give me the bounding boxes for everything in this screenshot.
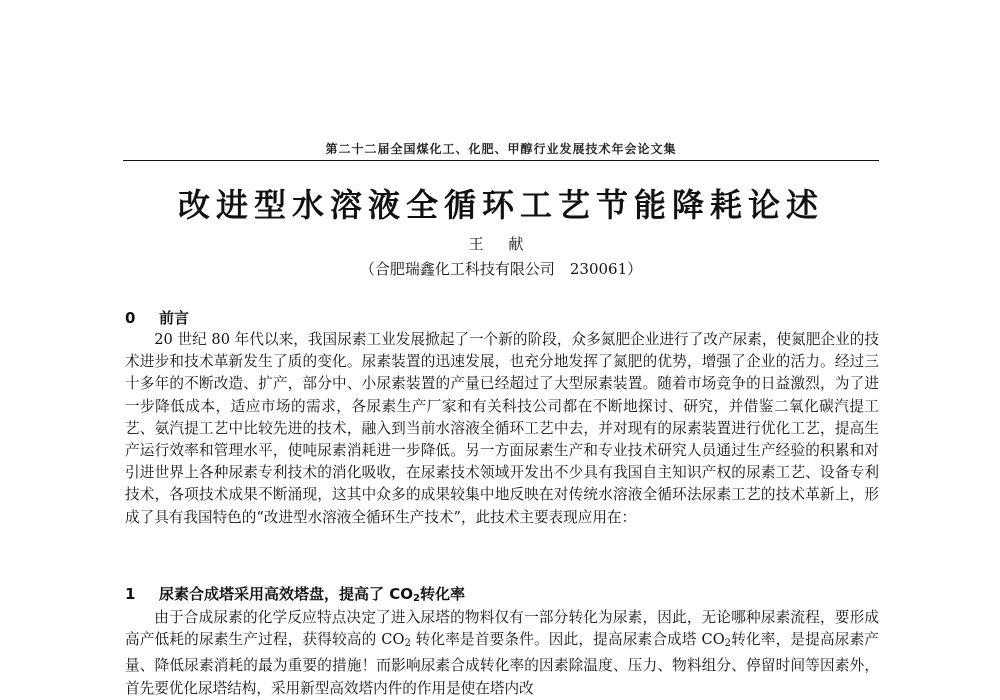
section-1-text-b: 转化率是首要条件。因此，提高尿素合成塔 CO	[410, 631, 725, 649]
section-1-text-c: 转化率，是提高尿素产量、降低尿素消耗的最为重要的措施！而影响尿素合成转化率的因素除温度、压力、物料组分、停留时间等因素外，首先要优化尿塔结构，采用新型高效塔内件的作用是使在塔内改	[125, 631, 879, 697]
section-1-title-b: 转化率	[419, 585, 465, 603]
running-head: 第二十二届全国煤化工、化肥、甲醇行业发展技术年会论文集	[325, 142, 677, 156]
section-1-sub-2: 2	[724, 638, 732, 650]
section-1-sub-1: 2	[404, 638, 411, 650]
author-affiliation: （合肥瑞鑫化工科技有限公司 230061）	[359, 260, 643, 278]
section-1-title-sub: 2	[412, 593, 420, 604]
author-name: 王 献	[468, 235, 534, 253]
section-1-text-a: 由于合成尿素的化学反应特点决定了进入尿塔的物料仅有一部分转化为尿素，因此，无论哪种尿素流程，要形成高产低耗的尿素生产过程，获得较高的 CO	[125, 609, 879, 649]
section-1-title-a: 尿素合成塔采用高效塔盘，提高了 CO	[159, 585, 413, 603]
section-1-number: 1	[125, 585, 136, 603]
header-rule	[123, 160, 879, 161]
section-0-title: 前言	[159, 309, 190, 327]
section-0-paragraph: 20 世纪 80 年代以来，我国尿素工业发展掀起了一个新的阶段，众多氮肥企业进行了改产尿素，使氮肥企业的技术进步和技术革新发生了质的变化。尿素装置的迅速发展，也充分地发挥了氮肥的优势，增强了企业的活力。经过三十多年的不断改造、扩产，部分中、小尿素装置的产量已经超过了大型尿素装置。随着市场竞争的日益激烈，为了进一步降低成本，适应市场的需求，各尿素生产厂家和有关科技公司都在不断地探讨、研究，并借鉴二氧化碳汽提工艺、氨汽提工艺中比较先进的技术，融入到当前水溶液全循环工艺中去，并对现有的尿素装置进行优化工艺，提高生产运行效率和管理水平，使吨尿素消耗进一步降低。另一方面尿素生产和专业技术研究人员通过生产经验的积累和对引进世界上各种尿素专利技术的消化吸收，在尿素技术领域开发出不少具有我国自主知识产权的尿素工艺、设备专利技术，各项技术成果不断涌现，这其中众多的成果较集中地反映在对传统水溶液全循环法尿素工艺的技术革新上，形成了具有我国特色的“改进型水溶液全循环生产技术”，此技术主要表现应用在：	[125, 331, 879, 526]
section-0-heading	[125, 307, 189, 328]
paper-title: 改进型水溶液全循环工艺节能降耗论述	[177, 186, 824, 224]
section-1-heading	[125, 583, 465, 604]
section-0-number: 0	[125, 309, 136, 327]
section-1-paragraph	[125, 607, 879, 700]
